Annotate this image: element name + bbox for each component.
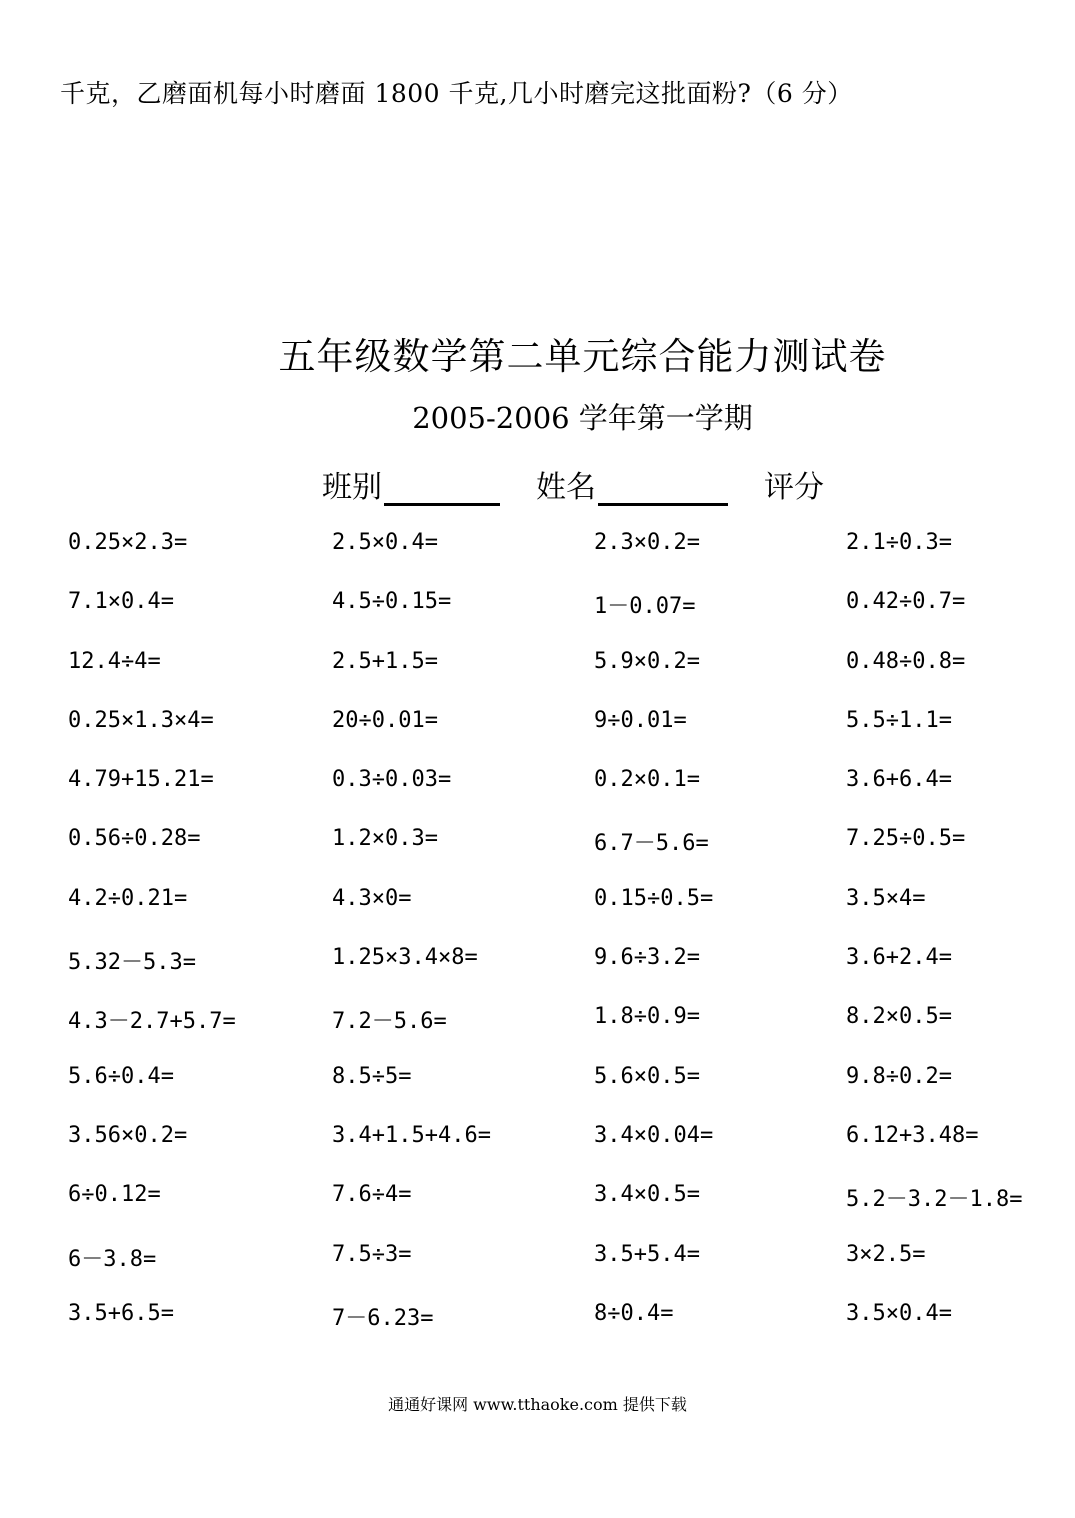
problem-item: 2.5+1.5= xyxy=(332,648,438,674)
problem-item: 4.3－2.7+5.7= xyxy=(68,1009,236,1035)
problem-item: 9.8÷0.2= xyxy=(846,1063,952,1089)
problem-item: 7.5÷3= xyxy=(332,1241,412,1267)
problem-item: 6÷0.12= xyxy=(68,1182,161,1208)
problem-row xyxy=(68,1064,1068,1123)
problem-item: 8.2×0.5= xyxy=(846,1004,952,1030)
problem-item: 6.12+3.48= xyxy=(846,1122,979,1148)
problem-row xyxy=(68,1182,1068,1241)
problem-item: 5.6÷0.4= xyxy=(68,1063,174,1089)
problem-item: 3.5×4= xyxy=(846,885,926,911)
problem-item: 12.4÷4= xyxy=(68,648,161,674)
class-label: 班别 xyxy=(322,470,382,505)
score-label: 评分 xyxy=(764,470,824,505)
problem-item: 7－6.23= xyxy=(332,1305,434,1331)
problem-item: 0.48÷0.8= xyxy=(846,648,966,674)
problem-row xyxy=(68,886,1068,945)
name-label: 姓名 xyxy=(536,470,596,505)
problem-item: 5.5÷1.1= xyxy=(846,707,952,733)
problem-row xyxy=(68,1301,1068,1360)
problem-item: 3.4+1.5+4.6= xyxy=(332,1122,491,1148)
problem-item: 3.4×0.04= xyxy=(594,1122,714,1148)
problem-item: 5.9×0.2= xyxy=(594,648,700,674)
problem-item: 0.15÷0.5= xyxy=(594,885,714,911)
problem-item: 6－3.8= xyxy=(68,1246,157,1272)
problem-item: 0.2×0.1= xyxy=(594,767,700,793)
problem-item: 3.5+5.4= xyxy=(594,1241,700,1267)
problem-row xyxy=(68,1123,1068,1182)
problem-item: 6.7－5.6= xyxy=(594,831,709,857)
problem-item: 0.42÷0.7= xyxy=(846,589,966,615)
problem-item: 5.6×0.5= xyxy=(594,1063,700,1089)
problem-item: 8.5÷5= xyxy=(332,1063,412,1089)
problem-item: 3×2.5= xyxy=(846,1241,926,1267)
problem-item: 1－0.07= xyxy=(594,594,696,620)
page-subtitle: 2005-2006 学年第一学期 xyxy=(412,401,753,435)
problem-item: 4.3×0= xyxy=(332,885,412,911)
problem-item: 20÷0.01= xyxy=(332,707,438,733)
problem-grid xyxy=(68,530,1068,1360)
problem-item: 3.56×0.2= xyxy=(68,1122,188,1148)
footer-credit: 通通好课网 www.tthaoke.com 提供下载 xyxy=(388,1395,687,1414)
problem-item: 8÷0.4= xyxy=(594,1300,674,1326)
problem-item: 4.5÷0.15= xyxy=(332,589,452,615)
problem-item: 0.25×1.3×4= xyxy=(68,707,214,733)
problem-item: 1.2×0.3= xyxy=(332,826,438,852)
problem-item: 3.5+6.5= xyxy=(68,1300,174,1326)
problem-item: 0.3÷0.03= xyxy=(332,767,452,793)
problem-item: 4.79+15.21= xyxy=(68,767,214,793)
class-blank[interactable] xyxy=(384,473,500,506)
problem-item: 7.2－5.6= xyxy=(332,1009,447,1035)
problem-item: 7.1×0.4= xyxy=(68,589,174,615)
problem-item: 2.3×0.2= xyxy=(594,530,700,555)
problem-row xyxy=(68,826,1068,885)
problem-item: 2.5×0.4= xyxy=(332,530,438,555)
problem-item: 7.25÷0.5= xyxy=(846,826,966,852)
problem-item: 0.56÷0.28= xyxy=(68,826,201,852)
problem-item: 4.2÷0.21= xyxy=(68,885,188,911)
problem-item: 3.6+6.4= xyxy=(846,767,952,793)
name-blank[interactable] xyxy=(598,473,728,506)
problem-row xyxy=(68,767,1068,826)
problem-item: 1.8÷0.9= xyxy=(594,1004,700,1030)
problem-item: 9÷0.01= xyxy=(594,707,687,733)
problem-row xyxy=(68,708,1068,767)
problem-item: 0.25×2.3= xyxy=(68,530,188,555)
page-title: 五年级数学第二单元综合能力测试卷 xyxy=(278,335,887,378)
problem-item: 1.25×3.4×8= xyxy=(332,945,478,971)
problem-row xyxy=(68,945,1068,1004)
problem-row xyxy=(68,1242,1068,1301)
problem-row xyxy=(68,649,1068,708)
problem-item: 3.6+2.4= xyxy=(846,945,952,971)
problem-item: 3.5×0.4= xyxy=(846,1300,952,1326)
problem-item: 3.4×0.5= xyxy=(594,1182,700,1208)
problem-item: 5.32－5.3= xyxy=(68,950,196,976)
problem-row xyxy=(68,589,1068,648)
problem-row xyxy=(68,530,1068,589)
problem-item: 9.6÷3.2= xyxy=(594,945,700,971)
previous-question-tail: 千克，乙磨面机每小时磨面 1800 千克,几小时磨完这批面粉?（6 分） xyxy=(60,79,853,108)
problem-item: 5.2－3.2－1.8= xyxy=(846,1187,1023,1213)
problem-row xyxy=(68,1004,1068,1063)
problem-item: 2.1÷0.3= xyxy=(846,530,952,555)
problem-item: 7.6÷4= xyxy=(332,1182,412,1208)
student-info-row xyxy=(322,462,824,506)
